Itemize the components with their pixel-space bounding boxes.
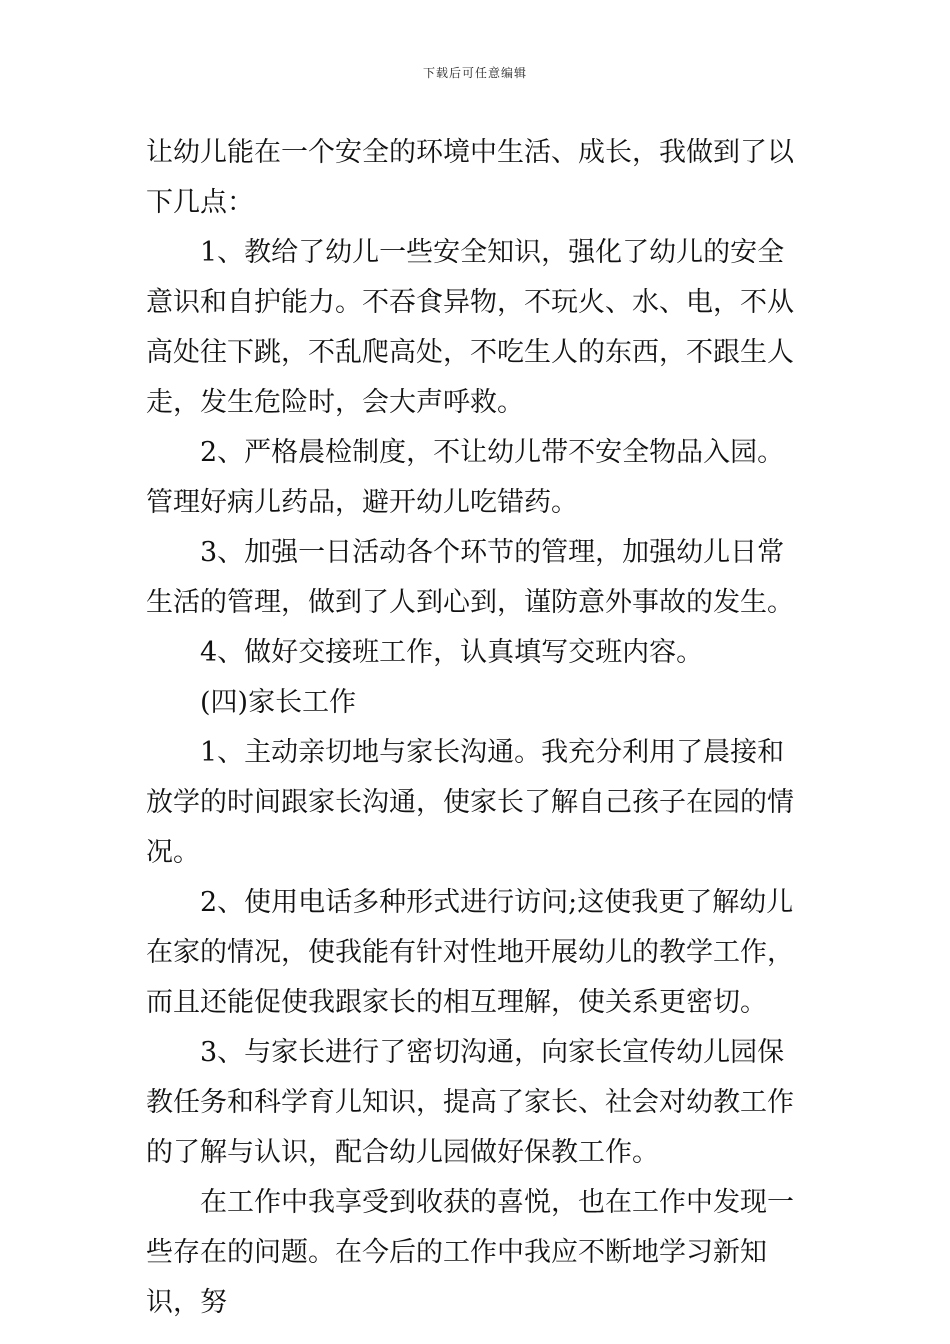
paragraph-intro: 让幼儿能在一个安全的环境中生活、成长，我做到了以下几点： bbox=[146, 137, 794, 218]
paragraph-reflection: 在工作中我享受到收获的喜悦，也在工作中发现一些存在的问题。在今后的工作中我应不断地学习新知识，努 bbox=[146, 1187, 794, 1318]
paragraph-safety-4: 4、做好交接班工作，认真填写交班内容。 bbox=[200, 637, 704, 668]
page-header-note: 下载后可任意编辑 bbox=[422, 66, 527, 80]
section-heading-parent-work: (四)家长工作 bbox=[200, 687, 357, 718]
paragraph-parent-2: 2、使用电话多种形式进行访问;这使我更了解幼儿在家的情况，使我能有针对性地开展幼儿的教学工作，而且还能促使我跟家长的相互理解，使关系更密切。 bbox=[146, 887, 794, 1018]
document-body bbox=[146, 128, 811, 1328]
paragraph-parent-1: 1、主动亲切地与家长沟通。我充分利用了晨接和放学的时间跟家长沟通，使家长了解自己孩子在园的情况。 bbox=[146, 737, 794, 868]
paragraph-safety-2: 2、严格晨检制度，不让幼儿带不安全物品入园。管理好病儿药品，避开幼儿吃错药。 bbox=[146, 437, 785, 518]
paragraph-safety-3: 3、加强一日活动各个环节的管理，加强幼儿日常生活的管理，做到了人到心到，谨防意外事故的发生。 bbox=[146, 537, 794, 618]
paragraph-parent-3: 3、与家长进行了密切沟通，向家长宣传幼儿园保教任务和科学育儿知识，提高了家长、社会对幼教工作的了解与认识，配合幼儿园做好保教工作。 bbox=[146, 1037, 794, 1168]
paragraph-safety-1: 1、教给了幼儿一些安全知识，强化了幼儿的安全意识和自护能力。不吞食异物，不玩火、水、电，不从高处往下跳，不乱爬高处，不吃生人的东西，不跟生人走，发生危险时，会大声呼救。 bbox=[146, 237, 794, 418]
